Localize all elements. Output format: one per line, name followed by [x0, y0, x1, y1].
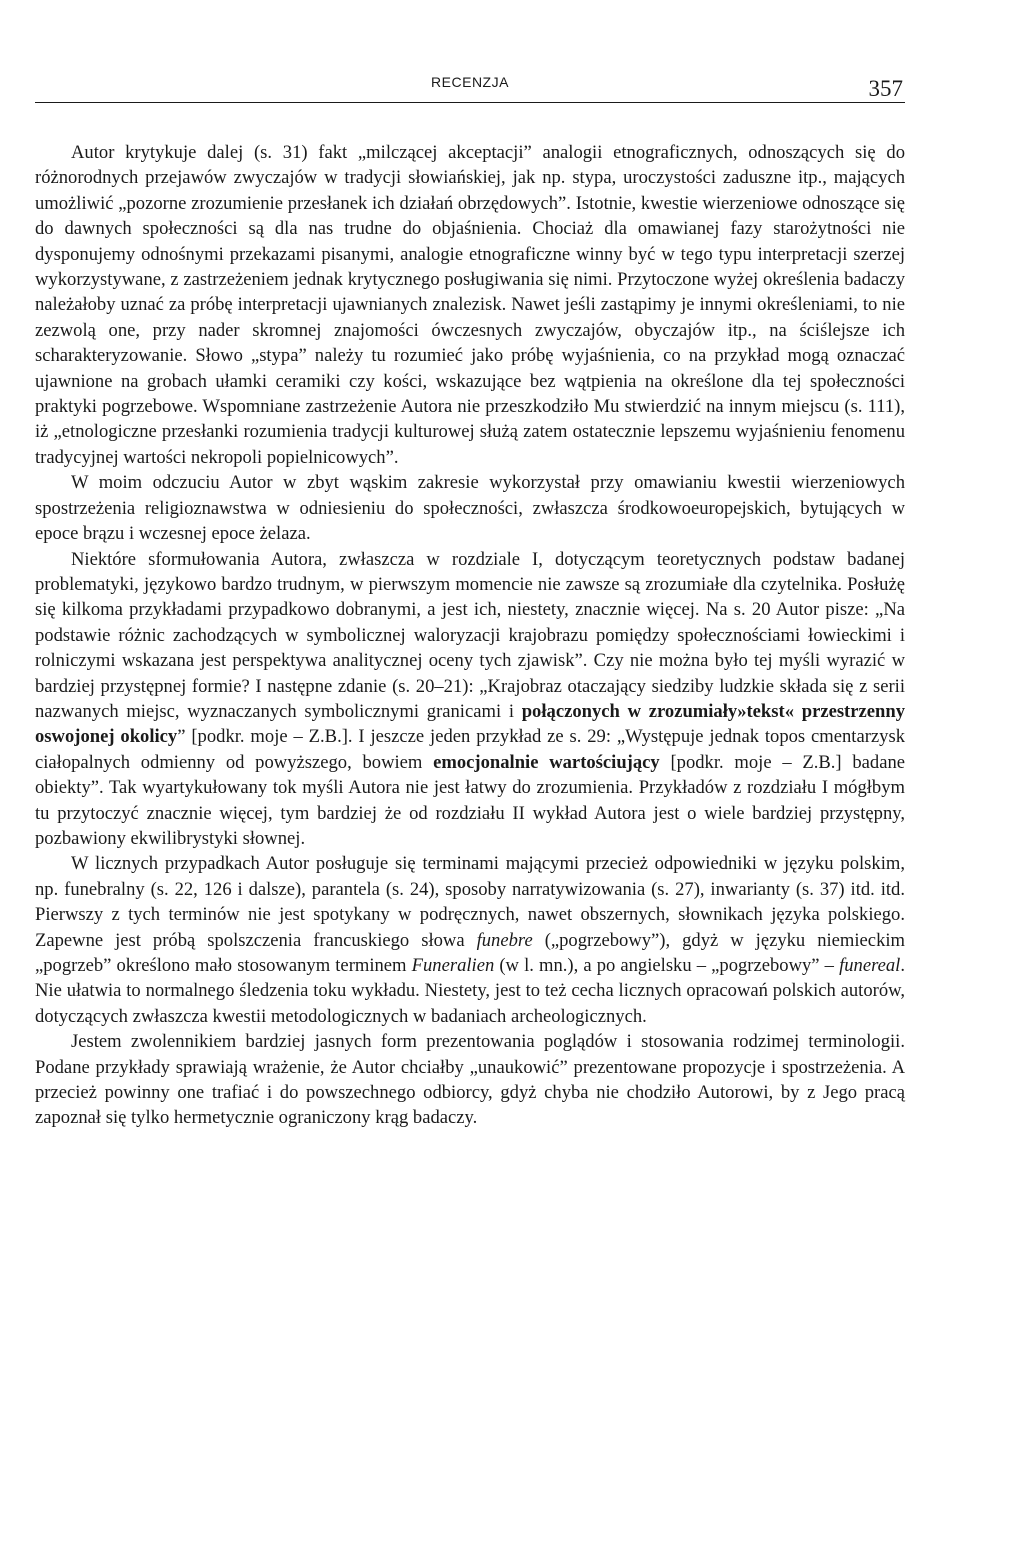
paragraph — [35, 1029, 905, 1131]
paragraph — [35, 547, 905, 852]
text-run: . Nie ułatwia to normalnego śledzenia toku wykładu. Niestety, jest to też cecha licznych opracowań polskich autorów, dotyczących zwłaszcza kwestii metodologicznych w badaniach archeologicznych. — [35, 955, 905, 1027]
text-run: ” [podkr. moje – Z.B.]. I jeszcze jeden przykład ze s. 29: „Występuje jednak topos cmentarzysk ciałopalnych odmienny od powyższego, bowiem — [35, 726, 905, 773]
text-run: Niektóre sformułowania Autora, zwłaszcza w rozdziale I, dotyczącym teoretycznych podstaw badanej problematyki, językowo bardzo trudnym, w pierwszym momencie nie zawsze są zrozumiałe dla czytelnika. Posłużę się kilkoma przykładami przypadkowo dobranymi, a jest ich, niestety, znacznie więcej. Na s. 20 Autor pisze: „Na podstawie różnic zachodzących w symbolicznej waloryzacji krajobrazu pomiędzy społecznościami łowieckimi i rolniczymi wskazana jest perspektywa analitycznej oceny tych zjawisk”. Czy nie można było tej myśli wyrazić w bardziej przystępnej formie? I następne zdanie (s. 20–21): „Krajobraz otaczający siedziby ludzkie składa się z serii nazwanych miejsc, wyznaczanych symbolicznymi granicami i — [35, 548, 905, 722]
page-number: 357 — [868, 76, 903, 101]
text-run: W licznych przypadkach Autor posługuje się terminami mającymi przecież odpowiedniki w języku polskim, np. funebralny (s. 22, 126 i dalsze), parantela (s. 24), sposoby narratywizowania (s. 27), inwarianty (s. 37) itd. itd. Pierwszy z tych terminów nie jest spotykany w podręcznych, nawet obszernych, słownikach języka polskiego. Zapewne jest próbą spolszczenia francuskiego słowa — [35, 853, 905, 951]
paragraph — [35, 851, 905, 1029]
paragraph — [35, 140, 905, 470]
paragraph — [35, 470, 905, 546]
text-run: W moim odczuciu Autor w zbyt wąskim zakresie wykorzystał przy omawianiu kwestii wierzeniowych spostrzeżenia religioznawstwa w odniesieniu do społeczności, zwłaszcza środkowoeuropejskich, bytujących w epoce brązu i wczesnej epoce żelaza. — [35, 472, 905, 545]
text-run: Autor krytykuje dalej (s. 31) fakt „milczącej akceptacji” analogii etnograficznych, odnoszących się do różnorodnych przejawów zwyczajów w tradycji słowiańskiej, jak np. stypa, uroczystości zaduszne itp., mających umożliwić „pozorne zrozumienie przesłanek ich działań obrzędowych”. Istotnie, kwestie wierzeniowe odnoszące się do dawnych społeczności są dla nas trudne do objaśnienia. Chociaż dla omawianej fazy starożytności nie dysponujemy odnośnymi przekazami pisanymi, analogie etnograficzne winny być w tego typu interpretacji szerzej wykorzystywane, z zastrzeżeniem jednak krytycznego posługiwania się nimi. Przytoczone wyżej określenia badaczy należałoby uznać za próbę interpretacji ujawnianych znalezisk. Nawet jeśli zastąpimy je innymi określeniami, to nie zezwolą one, przy nader skromnej znajomości ówczesnych zwyczajów, obyczajów itp., na ściślejsze ich scharakteryzowanie. Słowo „stypa” należy tu rozumieć jako próbę wyjaśnienia, co na przykład mogą oznaczać ujawnione na grobach ułamki ceramiki czy kości, wskazujące bez wątpienia na określone dla tej społeczności praktyki pogrzebowe. Wspomniane zastrzeżenie Autora nie przeszkodziło Mu stwierdzić na innym miejscu (s. 111), iż „etnologiczne przesłanki rozumienia tradycji kulturowej służą zatem ostatecznie lepszemu wyjaśnieniu fenomenu tradycyjnej wartości nekropoli popielnicowych”. — [35, 142, 905, 468]
page-header — [35, 72, 905, 103]
bold-text: połączonych w zrozumiały»tekst« przestrzenny oswojonej okolicy — [35, 700, 905, 748]
bold-text: emocjonalnie wartościujący — [433, 751, 660, 773]
italic-text: funereal — [839, 955, 901, 976]
text-run: [podkr. moje – Z.B.] badane obiekty”. Tak wyartykułowany tok myśli Autora nie jest łatwy do zrozumienia. Przykładów z rozdziału I mógłbym tu przytoczyć znacznie więcej, tym bardziej że od rozdziału II wykład Autora jest o wiele bardziej przystępny, pozbawiony ekwilibrystyki słownej. — [35, 751, 905, 849]
italic-text: funebre — [476, 929, 533, 951]
text-run: (w l. mn.), a po angielsku – „pogrzebowy” – — [494, 955, 840, 976]
italic-text: Funeralien — [411, 955, 495, 976]
running-head: RECENZJA — [431, 74, 509, 90]
body-text — [35, 140, 905, 1131]
text-run: Jestem zwolennikiem bardziej jasnych form prezentowania poglądów i stosowania rodzimej terminologii. Podane przykłady sprawiają wrażenie, że Autor chciałby „unaukowić” prezentowane propozycje i spostrzeżenia. A przecież powinny one trafiać i do powszechnego odbiorcy, gdyż chyba nie chodziło Autorowi, by z Jego pracą zapoznał się tylko hermetycznie ograniczony krąg badaczy. — [35, 1031, 905, 1129]
text-run: („pogrzebowy”), gdyż w języku niemieckim „pogrzeb” określono mało stosowanym terminem — [35, 929, 905, 976]
